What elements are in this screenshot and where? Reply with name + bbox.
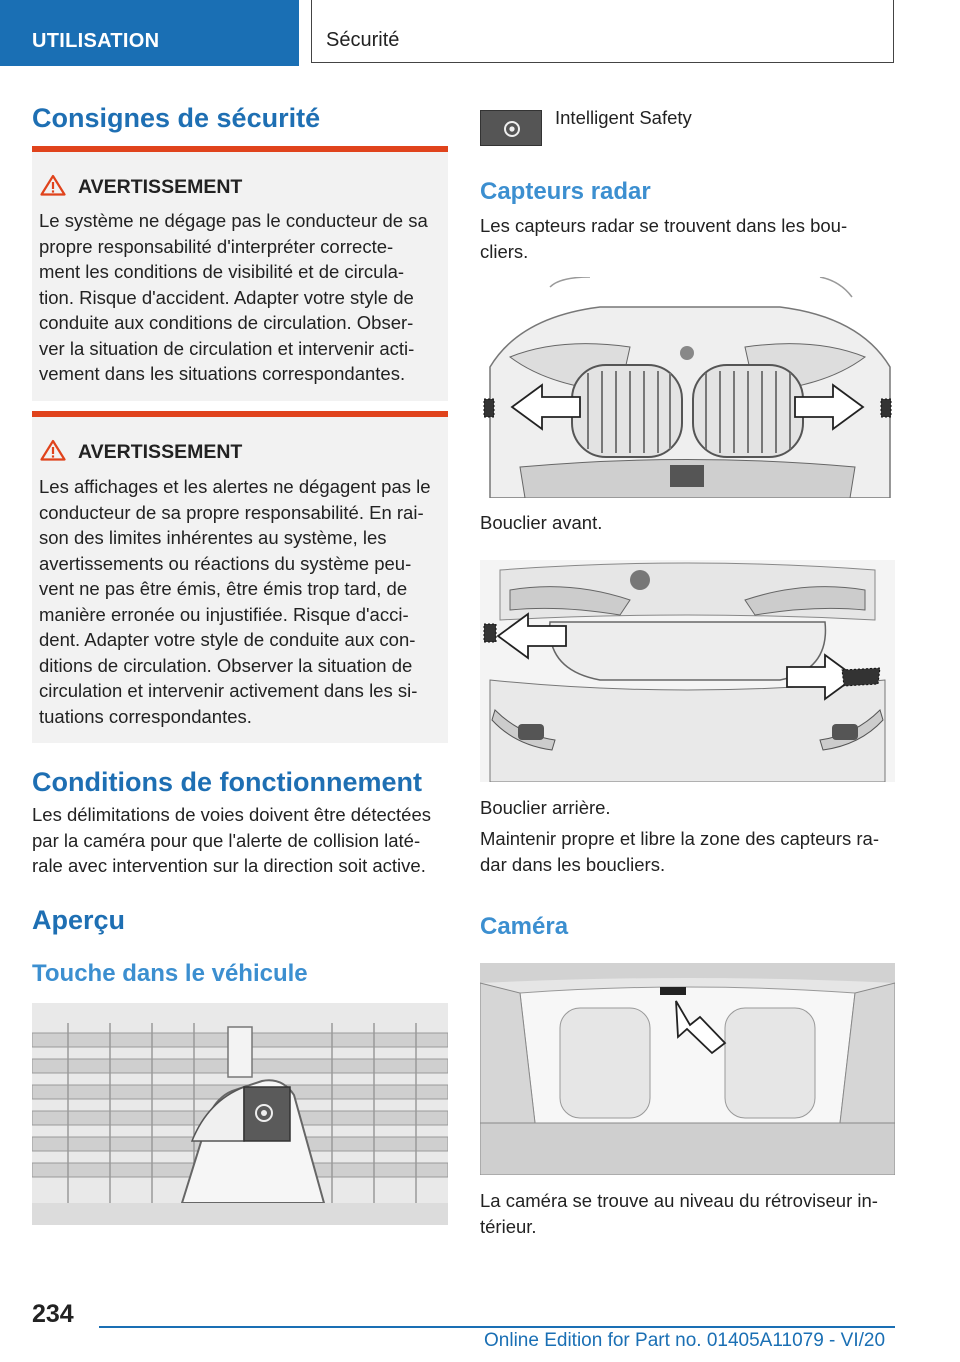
header-section-label: UTILISATION — [32, 30, 160, 52]
warning-triangle-icon — [40, 174, 66, 201]
header-section-tab — [0, 0, 299, 66]
title-capteurs-radar: Capteurs radar — [480, 178, 651, 205]
title-apercu: Aperçu — [32, 905, 126, 935]
intelligent-safety-button-icon — [480, 110, 542, 146]
header-chapter-box — [311, 0, 894, 63]
camera-text: La caméra se trouve au niveau du rétroviseur in- térieur. — [480, 1190, 878, 1237]
keep-clean-text: Maintenir propre et libre la zone des capteurs ra- dar dans les boucliers. — [480, 828, 879, 875]
warning-title: AVERTISSEMENT — [78, 176, 243, 198]
caption-front-bumper: Bouclier avant. — [480, 512, 603, 533]
title-camera: Caméra — [480, 913, 569, 940]
warning-text: Le système ne dégage pas le conducteur de sa propre responsabilité d'interpréter correcte- ment les conditions de visibilité et de circula- tion. Risque d'accident. Adapter votre style de conduite aux conditions de circulation. Obser- ver la situation de circulation et intervenir acti- vement dans les situations correspondantes. — [39, 210, 428, 384]
warning-text: Les affichages et les alertes ne dégagent pas le conducteur de sa propre responsabilité. En rai- son des limites inhérentes au système, les avertissements ou réactions du système peu- vent ne pas être émis, être émis trop tard, de manière erronée ou injustifiée. Risque d'acci- dent. Adapter votre style de conduite aux con- ditions de circulation. Observer la situation de circulation et intervenir activement dans les si- tuations correspondantes. — [39, 476, 431, 727]
caption-rear-bumper: Bouclier arrière. — [480, 797, 611, 818]
rear-bumper-figure — [480, 560, 895, 782]
intelligent-safety-label: Intelligent Safety — [555, 107, 692, 128]
subtitle-touche: Touche dans le véhicule — [32, 960, 308, 987]
header-chapter-label: Sécurité — [326, 29, 400, 51]
title-conditions: Conditions de fonctionnement — [32, 767, 422, 797]
warning-triangle-icon — [40, 439, 66, 466]
front-bumper-figure — [480, 277, 895, 498]
warning-box-2 — [32, 411, 448, 743]
footer-rule — [99, 1326, 895, 1328]
page-number: 234 — [32, 1300, 74, 1328]
conditions-text: Les délimitations de voies doivent être détectées par la caméra pour que l'alerte de collision laté- rale avec intervention sur la direction soit active. — [32, 804, 432, 876]
warning-title: AVERTISSEMENT — [78, 441, 243, 463]
warning-box-1 — [32, 146, 448, 401]
button-in-vehicle-figure — [32, 1003, 448, 1225]
radar-text: Les capteurs radar se trouvent dans les bou- cliers. — [480, 215, 848, 262]
camera-figure — [480, 963, 895, 1175]
title-consignes: Consignes de sécurité — [32, 103, 321, 133]
footer-edition: Online Edition for Part no. 01405A11079 - VI/20 — [484, 1330, 886, 1351]
